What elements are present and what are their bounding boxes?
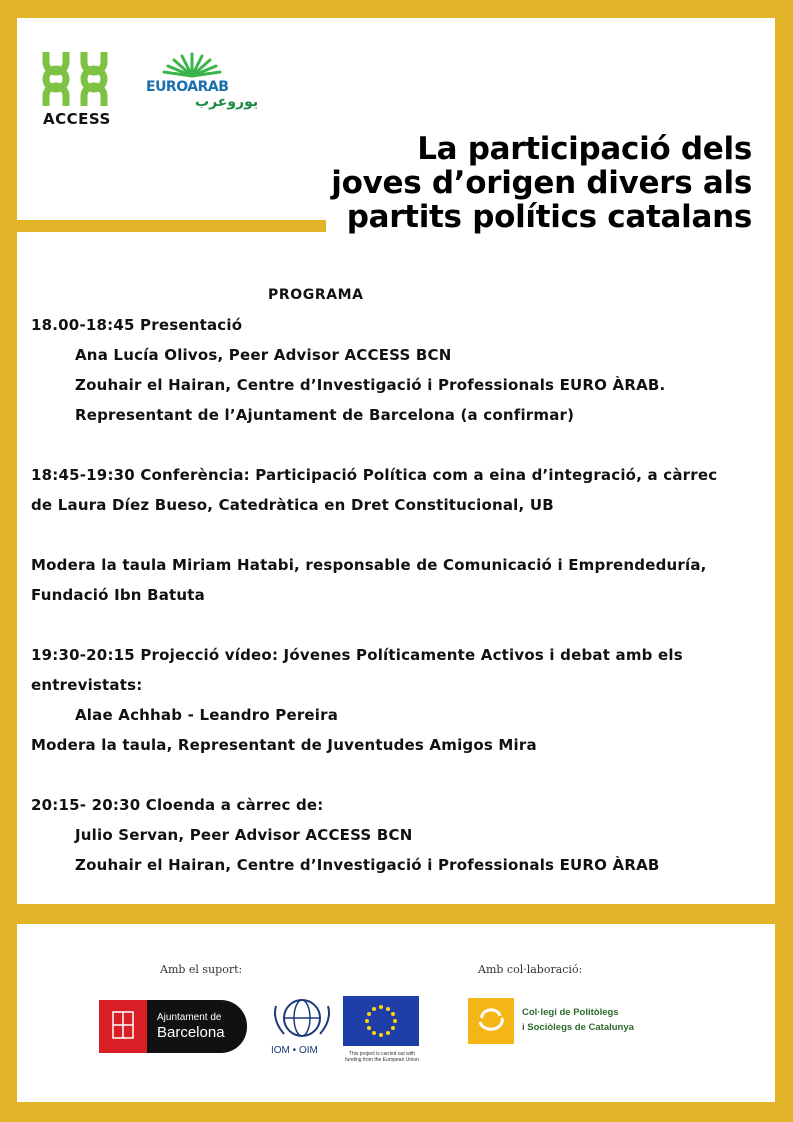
euroarab-arabic-text: يوروعرب [195, 94, 259, 110]
program-line: de Laura Díez Bueso, Catedràtica en Dret Constitucional, UB [31, 496, 554, 514]
ajuntament-big-text: Barcelona [157, 1024, 225, 1041]
iom-globe-icon [270, 996, 334, 1044]
programa-heading: PROGRAMA [268, 287, 364, 303]
ajuntament-small-text: Ajuntament de [157, 1012, 222, 1023]
program-line: 19:30-20:15 Projecció vídeo: Jóvenes Políticamente Activos i debat amb els [31, 646, 683, 664]
program-line: Modera la taula, Representant de Juventudes Amigos Mira [31, 736, 537, 754]
eu-flag-icon [343, 996, 419, 1046]
cpsc-name-line-1: Col·legi de Politòlegs [522, 1007, 619, 1018]
collaboration-label: Amb col·laboració: [478, 963, 583, 976]
program-line: 18:45-19:30 Conferència: Participació Política com a eina d’integració, a càrrec [31, 466, 718, 484]
iom-logo-text: IOM • OIM [271, 1045, 318, 1056]
program-line: Julio Servan, Peer Advisor ACCESS BCN [75, 826, 413, 844]
support-label: Amb el suport: [160, 963, 243, 976]
cpsc-name-line-2: i Sociòlegs de Catalunya [522, 1022, 634, 1033]
program-line: Fundació Ibn Batuta [31, 586, 205, 604]
title-line-2: joves d’origen divers als [331, 165, 752, 201]
barcelona-shield-icon [99, 1000, 147, 1053]
program-line: 20:15- 20:30 Cloenda a càrrec de: [31, 796, 324, 814]
cpsc-logo-icon [468, 998, 514, 1044]
program-line: 18.00-18:45 Presentació [31, 316, 243, 334]
program-line: Zouhair el Hairan, Centre d’Investigació i Professionals EURO ÀRAB. [75, 376, 666, 394]
program-line: Modera la taula Miriam Hatabi, responsable de Comunicació i Emprendeduría, [31, 556, 707, 574]
title-line-1: La participació dels [417, 131, 752, 167]
euroarab-logo-text: EUROARAB [146, 79, 229, 95]
eu-caption: This project is carried out with funding from the European Union [345, 1051, 419, 1063]
program-line: Zouhair el Hairan, Centre d’Investigació i Professionals EURO ÀRAB [75, 856, 660, 874]
title-accent-bar [17, 220, 326, 232]
program-line: entrevistats: [31, 676, 143, 694]
program-line: Alae Achhab - Leandro Pereira [75, 706, 339, 724]
program-line: Representant de l’Ajuntament de Barcelona (a confirmar) [75, 406, 575, 424]
program-line: Ana Lucía Olivos, Peer Advisor ACCESS BCN [75, 346, 452, 364]
page-title [331, 132, 752, 234]
access-logo-text: ACCESS [43, 110, 111, 128]
title-line-3: partits polítics catalans [346, 199, 752, 235]
ajuntament-barcelona-logo [99, 1000, 247, 1053]
